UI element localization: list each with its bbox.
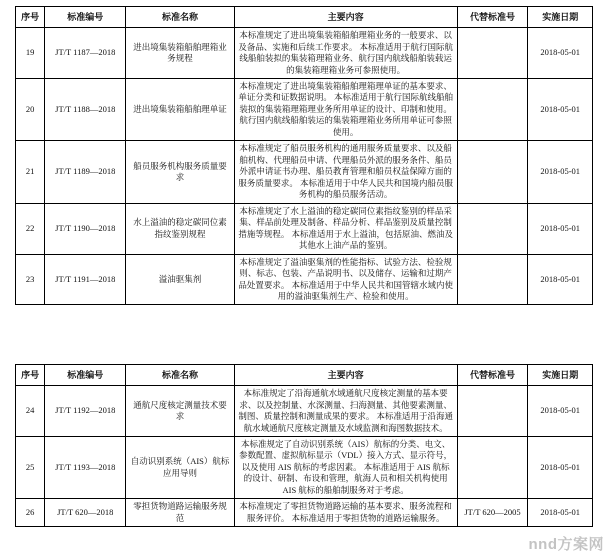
- cell-seq: 24: [16, 386, 45, 437]
- table-header-row: [16, 365, 593, 386]
- cell-replace: [457, 141, 528, 203]
- column-header-replace: 代替标准号: [457, 365, 528, 386]
- cell-date: 2018-05-01: [528, 28, 593, 79]
- cell-content: 本标准规定了溢油驱集剂的性能指标、试验方法、检验规则、标志、包装、产品说明书、以及储存、运输和过期产品处置要求。 本标准适用于中华人民共和国管辖水域内使用的溢油驱集剂生产、检验和使用。: [234, 254, 457, 305]
- cell-date: 2018-05-01: [528, 254, 593, 305]
- column-header-replace: 代替标准号: [457, 7, 528, 28]
- table-header-row: [16, 7, 593, 28]
- table-row: [16, 499, 593, 527]
- column-header-seq: 序号: [16, 7, 45, 28]
- cell-seq: 21: [16, 141, 45, 203]
- cell-name: 进出境集装箱船舶理单证: [126, 79, 234, 141]
- cell-date: 2018-05-01: [528, 141, 593, 203]
- cell-replace: [457, 437, 528, 499]
- column-header-code: 标准编号: [45, 365, 126, 386]
- cell-name: 自动识别系统（AIS）航标应用导则: [126, 437, 234, 499]
- cell-replace: [457, 386, 528, 437]
- column-header-content: 主要内容: [234, 365, 457, 386]
- table-row: [16, 203, 593, 254]
- cell-seq: 22: [16, 203, 45, 254]
- cell-name: 通航尺度核定测量技术要求: [126, 386, 234, 437]
- cell-replace: [457, 79, 528, 141]
- cell-code: JT/T 1187—2018: [45, 28, 126, 79]
- cell-code: JT/T 1189—2018: [45, 141, 126, 203]
- watermark-label: nnd方案网: [528, 536, 604, 553]
- cell-date: 2018-05-01: [528, 203, 593, 254]
- cell-date: 2018-05-01: [528, 79, 593, 141]
- table-row: [16, 386, 593, 437]
- column-header-code: 标准编号: [45, 7, 126, 28]
- column-header-date: 实施日期: [528, 365, 593, 386]
- cell-name: 进出境集装箱船舶理箱业务规程: [126, 28, 234, 79]
- cell-content: 本标准规定了沿海通航水域通航尺度核定测量的基本要求、以及控制量、水深测量、扫海测量、其他要素测量、制图、质量控制和测量成果的要求。 本标准适用于沿海通航水域通航尺度核定测量及水域监测和海图数据技术。: [234, 386, 457, 437]
- column-header-seq: 序号: [16, 365, 45, 386]
- cell-seq: 25: [16, 437, 45, 499]
- cell-seq: 20: [16, 79, 45, 141]
- cell-content: 本标准规定了船员服务机构的通用服务质量要求、以及船舶机构、代理船员申请、代理船员外派的服务条件、船员外派申请证书办理、船员教育管理和船员权益保障方面的服务质量要求。 本标准适用于中华人民共和国境内船员服务机构的船员服务活动。: [234, 141, 457, 203]
- cell-code: JT/T 1188—2018: [45, 79, 126, 141]
- cell-code: JT/T 1191—2018: [45, 254, 126, 305]
- cell-content: 本标准规定了零担货物道路运输的基本要求、服务流程和服务评价。 本标准适用于零担货物的道路运输服务。: [234, 499, 457, 527]
- cell-name: 零担货物道路运输服务规范: [126, 499, 234, 527]
- cell-content: 本标准规定了进出境集装箱船舶理箱业务的一般要求、以及备品、实施和后续工作要求。 本标准适用于航行国际航线船舶装拟的集装箱理箱业务、航行国内航线船舶装载运的集装箱理箱业务可参照使用。: [234, 28, 457, 79]
- cell-date: 2018-05-01: [528, 437, 593, 499]
- cell-replace: [457, 203, 528, 254]
- cell-replace: JT/T 620—2005: [457, 499, 528, 527]
- cell-code: JT/T 620—2018: [45, 499, 126, 527]
- column-header-name: 标准名称: [126, 365, 234, 386]
- cell-name: 溢油驱集剂: [126, 254, 234, 305]
- cell-seq: 26: [16, 499, 45, 527]
- cell-replace: [457, 28, 528, 79]
- cell-code: JT/T 1192—2018: [45, 386, 126, 437]
- cell-date: 2018-05-01: [528, 499, 593, 527]
- table-row: [16, 437, 593, 499]
- cell-content: 本标准规定了自动识别系统（AIS）航标的分类、电文、参数配置、虚拟航标显示（VDL）接入方式、显示符号，以及使用 AIS 航标的考虑因素。 本标准适用于 AIS 航标的设计、研制、布设和管理，航海人员和相关机构使用 AIS 航标的船舶制服务对于考虑。: [234, 437, 457, 499]
- cell-seq: 23: [16, 254, 45, 305]
- cell-code: JT/T 1190—2018: [45, 203, 126, 254]
- standards-table-top-wrapper: [15, 6, 593, 305]
- column-header-content: 主要内容: [234, 7, 457, 28]
- cell-seq: 19: [16, 28, 45, 79]
- table-row: [16, 79, 593, 141]
- cell-name: 水上溢油的稳定碳同位素指纹鉴别规程: [126, 203, 234, 254]
- cell-code: JT/T 1193—2018: [45, 437, 126, 499]
- cell-date: 2018-05-01: [528, 386, 593, 437]
- standards-table-top: [15, 6, 593, 305]
- column-header-name: 标准名称: [126, 7, 234, 28]
- cell-replace: [457, 254, 528, 305]
- cell-content: 本标准规定了进出境集装箱船舶理箱理单证的基本要求、单证分类和证数据说明。 本标准适用于航行国际航线船舶装拟的集装箱理箱理业务所用单证的设计、印制和使用。航行国内航线船舶装运的集装箱理箱业务所用单证可参照使用。: [234, 79, 457, 141]
- table-row: [16, 254, 593, 305]
- cell-name: 船员服务机构服务质量要求: [126, 141, 234, 203]
- table-row: [16, 28, 593, 79]
- cell-content: 本标准规定了水上溢油的稳定碳同位素指纹鉴别的样品采集、样品前处理及制备、样品分析、样品鉴别及质量控制措施等规程。 本标准适用于水上溢油，包括原油、燃油及其他水上油产品的鉴别。: [234, 203, 457, 254]
- standards-table-bottom: [15, 364, 593, 527]
- column-header-date: 实施日期: [528, 7, 593, 28]
- table-row: [16, 141, 593, 203]
- standards-table-bottom-wrapper: [15, 364, 593, 527]
